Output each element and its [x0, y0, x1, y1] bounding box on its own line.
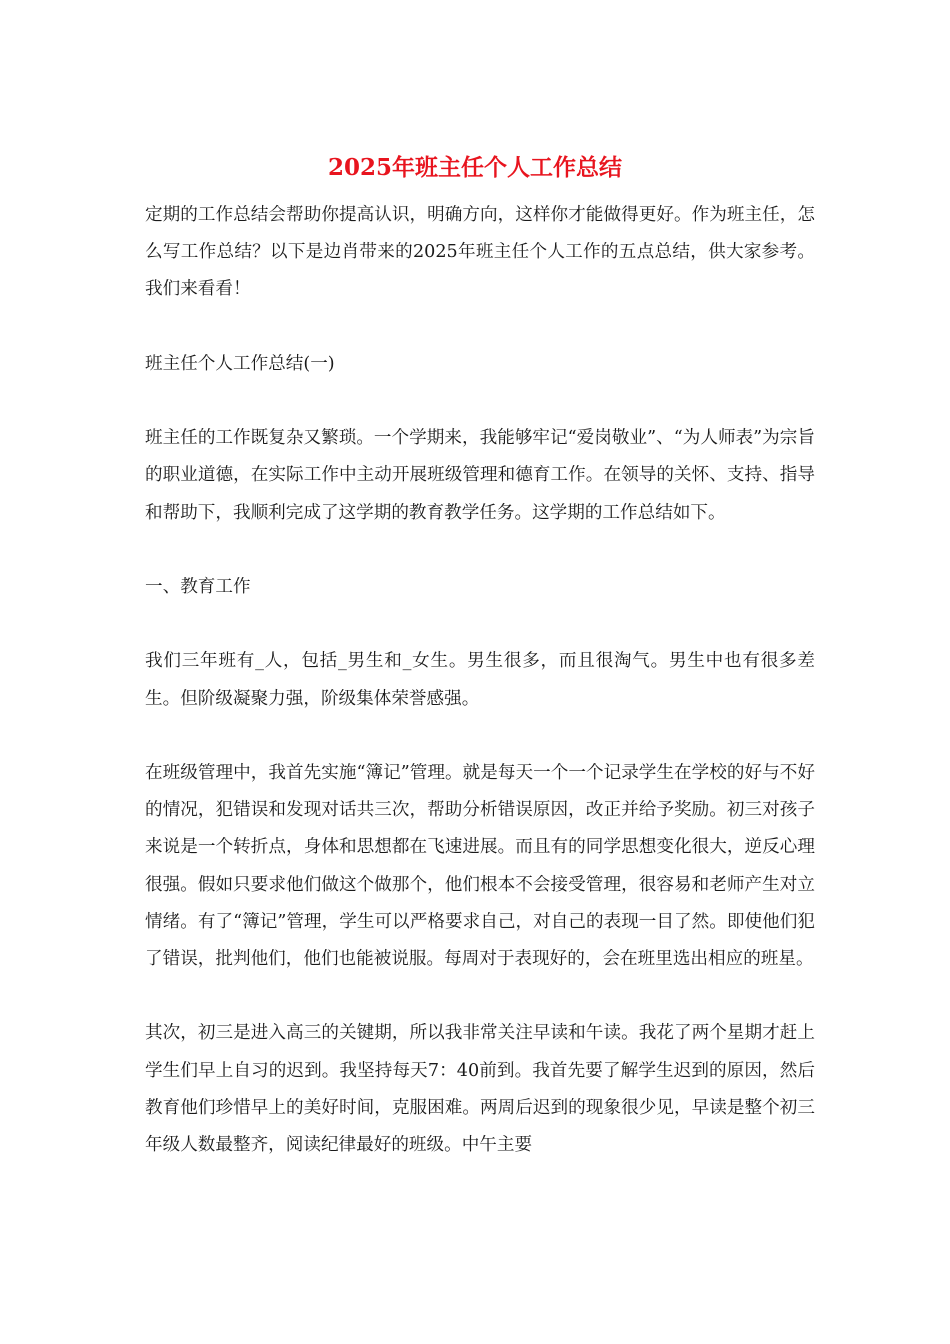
intro-paragraph: 定期的工作总结会帮助你提高认识，明确方向，这样你才能做得更好。作为班主任，怎么写工作总结？以下是边肖带来的2025年班主任个人工作的五点总结，供大家参考。我们来看看！ [145, 205, 815, 300]
section-heading: 班主任个人工作总结(一) [145, 353, 335, 374]
subsection-heading: 一、教育工作 [145, 576, 251, 597]
body-paragraph: 在班级管理中，我首先实施“簿记”管理。就是每天一个一个记录学生在学校的好与不好的情况，犯错误和发现对话共三次，帮助分析错误原因，改正并给予奖励。初三对孩子来说是一个转折点，身体和思想都在飞速进展。而且有的同学思想变化很大，逆反心理很强。假如只要求他们做这个做那个，他们根本不会接受管理，很容易和老师产生对立情绪。有了“簿记”管理，学生可以严格要求自己，对自己的表现一目了然。即使他们犯了错误，批判他们，他们也能被说服。每周对于表现好的，会在班里选出相应的班星。 [145, 762, 815, 969]
body-paragraph: 班主任的工作既复杂又繁琐。一个学期来，我能够牢记“爱岗敬业”、“为人师表”为宗旨的职业道德，在实际工作中主动开展班级管理和德育工作。在领导的关怀、支持、指导和帮助下，我顺利完成了这学期的教育教学任务。这学期的工作总结如下。 [145, 428, 815, 523]
body-paragraph: 其次，初三是进入高三的关键期，所以我非常关注早读和午读。我花了两个星期才赶上学生们早上自习的迟到。我坚持每天7：40前到。我首先要了解学生迟到的原因，然后教育他们珍惜早上的美好时间，克服困难。两周后迟到的现象很少见，早读是整个初三年级人数最整齐，阅读纪律最好的班级。中午主要 [145, 1023, 815, 1155]
body-paragraph: 我们三年班有_人，包括_男生和_女生。男生很多，而且很淘气。男生中也有很多差生。但阶级凝聚力强，阶级集体荣誉感强。 [145, 651, 815, 709]
document-body [145, 197, 815, 1201]
document-title: 2025年班主任个人工作总结 [327, 154, 622, 181]
